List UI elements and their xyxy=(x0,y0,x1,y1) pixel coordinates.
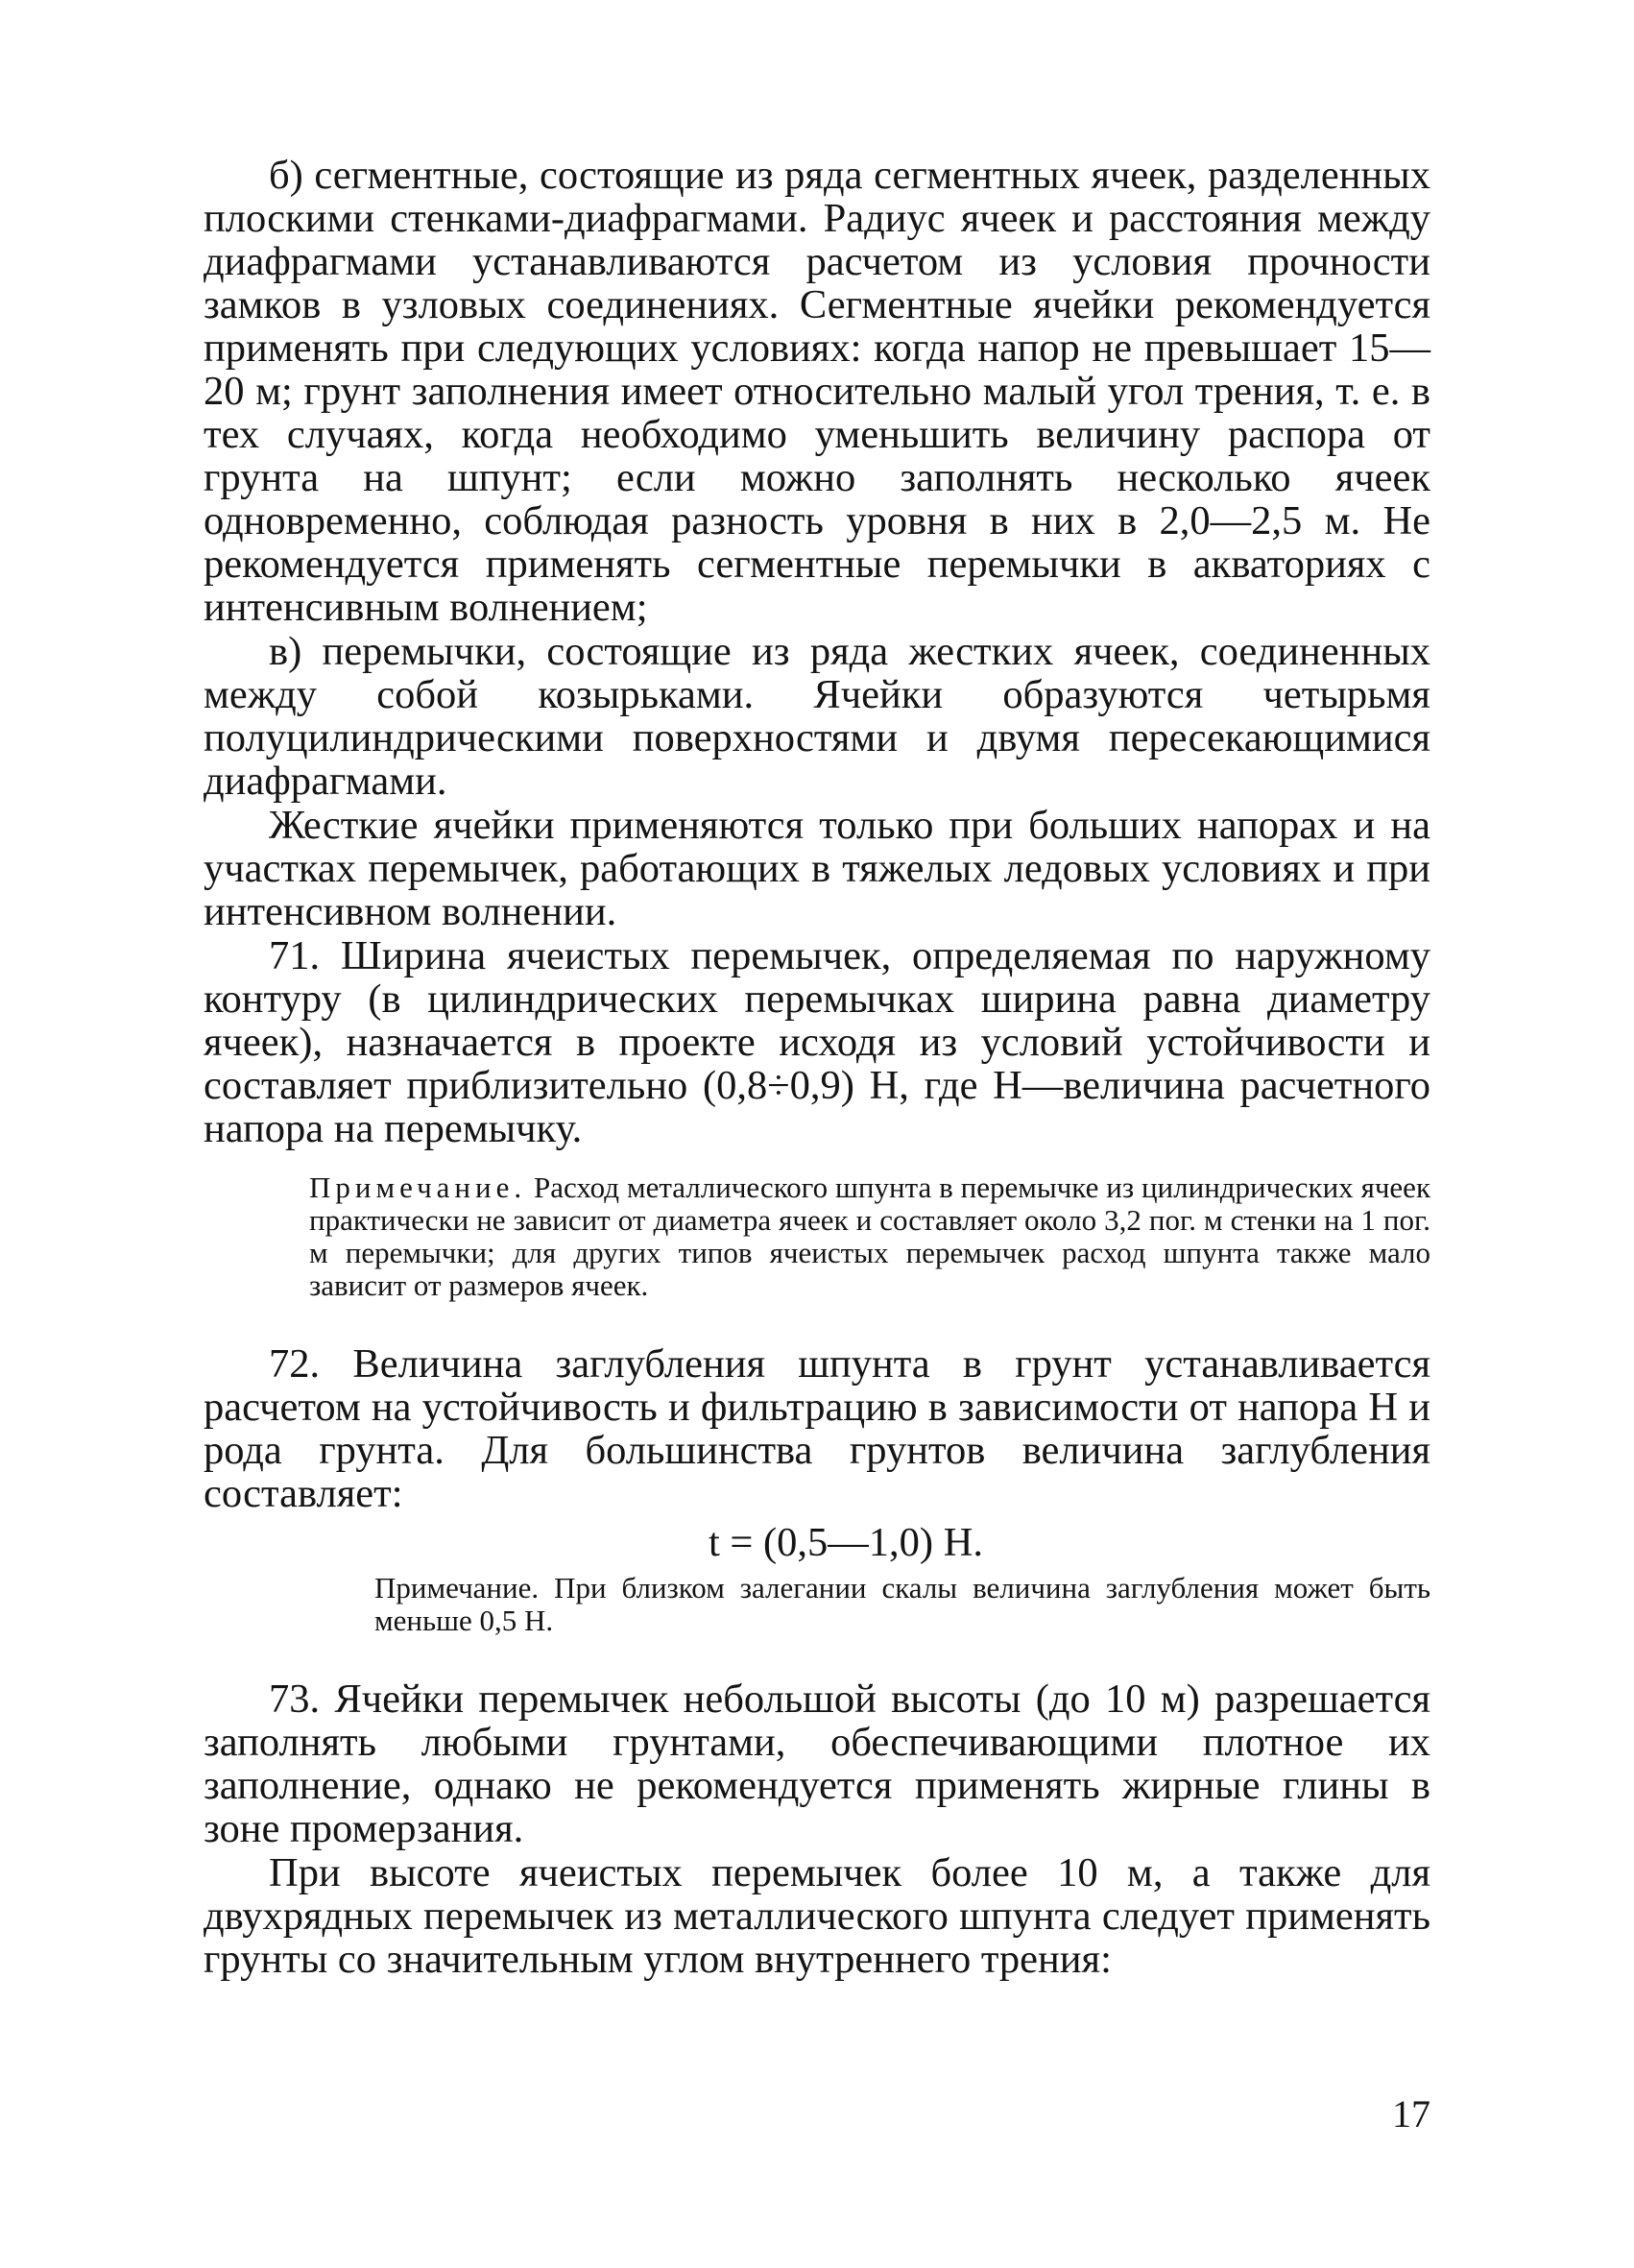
note-text: Расход металлического шпунта в перемычке из цилиндрических ячеек практически не зависит от диаметра ячеек и составляет около 3,2 пог. м стенки на 1 пог. м перемычки; для других типов ячеистых перемычек расход шпунта также мало зависит от размеров ячеек. xyxy=(309,1170,1430,1302)
note-text: При близком залегании скалы величина заглубления может быть меньше 0,5 Н. xyxy=(374,1571,1431,1637)
formula-embedment-depth: t = (0,5—1,0) Н. xyxy=(708,1520,984,1565)
paragraph-71-width: 71. Ширина ячеистых перемычек, определяемая по наружному контуру (в цилиндрических перемычках ширина равна диаметру ячеек), назначается в проекте исходя из условий устойчивости и составляет приблизительно (0,8÷0,9) Н, где Н—величина расчетного напора на перемычку. xyxy=(204,933,1430,1151)
paragraph-rigid-cells-usage: Жесткие ячейки применяются только при больших напорах и на участках перемычек, работающих в тяжелых ледовых условиях и при интенсивном волнении. xyxy=(204,803,1430,934)
paragraph-72-depth: 72. Величина заглубления шпунта в грунт устанавливается расчетом на устойчивость и фильтрацию в зависимости от напора Н и рода грунта. Для большинства грунтов величина заглубления составляет: xyxy=(204,1341,1430,1516)
note-label: Примечание. xyxy=(309,1170,527,1204)
paragraph-segment-cells: б) сегментные, состоящие из ряда сегментных ячеек, разделенных плоскими стенками-диафрагмами. Радиус ячеек и расстояния между диафрагмами устанавливаются расчетом из условия прочности замков в узловых соединениях. Сегментные ячейки рекомендуется применять при следующих условиях: когда напор не превышает 15—20 м; грунт заполнения имеет относительно малый угол трения, т. е. в тех случаях, когда необходимо уменьшить величину распора от грунта на шпунт; если можно заполнять несколько ячеек одновременно, соблюдая разность уровня в них в 2,0—2,5 м. Не рекомендуется применять сегментные перемычки в акваториях с интенсивным волнением; xyxy=(204,153,1430,630)
paragraph-rigid-cells: в) перемычки, состоящие из ряда жестких ячеек, соединенных между собой козырьками. Ячейки образуются четырьмя полуцилиндрическими поверхностями и двумя пересекающимися диафрагмами. xyxy=(204,629,1430,804)
page-number: 17 xyxy=(1392,2092,1430,2135)
page-body xyxy=(204,154,1430,1981)
paragraph-73-fill: 73. Ячейки перемычек небольшой высоты (до 10 м) разрешается заполнять любыми грунтами, обеспечивающими плотное их заполнение, однако не рекомендуется применять жирные глины в зоне промерзания. xyxy=(204,1677,1430,1851)
note-label: Примечание. xyxy=(374,1571,540,1604)
note-sheet-pile-consumption xyxy=(204,1171,1430,1302)
note-rock-proximity xyxy=(204,1572,1430,1637)
paragraph-high-cofferdams: При высоте ячеистых перемычек более 10 м, а также для двухрядных перемычек из металлического шпунта следует применять грунты со значительным углом внутреннего трения: xyxy=(204,1850,1430,1982)
